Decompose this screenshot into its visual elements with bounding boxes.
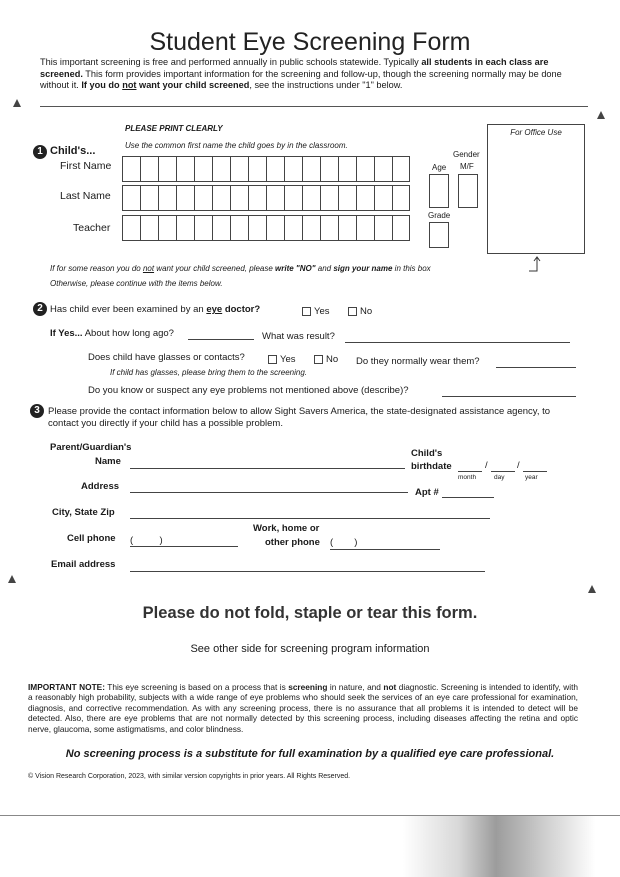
print-clearly-label: PLEASE PRINT CLEARLY	[125, 124, 223, 133]
birth-month-line[interactable]	[458, 471, 482, 472]
intro-paragraph	[40, 57, 585, 92]
grade-box[interactable]	[429, 222, 449, 248]
form-title: Student Eye Screening Form	[149, 28, 471, 56]
email-label: Email address	[51, 559, 116, 570]
teacher-label: Teacher	[73, 222, 111, 234]
scan-shadow	[0, 816, 620, 877]
first-name-boxes[interactable]	[122, 156, 410, 182]
glasses-yes[interactable]: Yes	[268, 354, 296, 365]
birth-day-hint: day	[494, 474, 505, 481]
eye-doctor-yes[interactable]: Yes	[302, 306, 330, 317]
intro-text-1: This important screening is free and performed annually in public schools statewide. Typically	[40, 57, 422, 67]
address-label: Address	[81, 481, 120, 492]
other-phone-label-top: Work, home or	[253, 523, 320, 534]
section-2-number: 2	[33, 302, 47, 316]
other-phone-line[interactable]	[330, 549, 440, 550]
section-3-number: 3	[30, 404, 44, 418]
parent-label-top: Parent/Guardian's	[50, 442, 132, 453]
age-box[interactable]	[429, 174, 449, 208]
gender-mf-label: M/F	[460, 162, 474, 171]
intro-text-4: , see the instructions under "1" below.	[249, 80, 403, 90]
bring-glasses-note: If child has glasses, please bring them to the screening.	[110, 368, 307, 377]
city-label: City, State Zip	[52, 507, 115, 518]
birth-month-hint: month	[458, 474, 477, 481]
result-question: What was result?	[262, 331, 335, 342]
first-name-label: First Name	[60, 160, 112, 172]
wear-line[interactable]	[496, 367, 576, 368]
other-phone-field[interactable]: ( )	[330, 537, 358, 548]
important-note: IMPORTANT NOTE: This eye screening is based on a process that is screening in nature, and not diagnostic. Screening is intended to identify, with a reasonably high probability, subjects with a wide range of eye problems who should seek the services of an eye care professional for examination, diagnosis, and corrective recommendation. As with any screening process, there is no assurance that all problems it is intended to detect will be detected. Also, there are eye problems that are not normally detected by this screening process, including diseases affecting the retina and optic nerve, glaucoma, some astigmatisms, and color blindness.	[28, 682, 578, 734]
fold-mark-left-top	[13, 99, 21, 107]
contact-instruction: Please provide the contact information below to allow Sight Savers America, the state-designated assistance agency, to contact you directly if your child has a possible problem.	[48, 406, 551, 429]
fold-mark-left-bottom	[8, 575, 16, 583]
fold-notice: Please do not fold, staple or tear this form.	[142, 604, 478, 622]
eye-problems-line[interactable]	[442, 396, 576, 397]
glasses-no[interactable]: No	[314, 354, 338, 365]
birth-slash-1: /	[485, 460, 488, 471]
intro-text-3b: want your child screened	[136, 80, 250, 90]
address-line[interactable]	[130, 492, 408, 493]
eye-problems-question: Do you know or suspect any eye problems not mentioned above (describe)?	[88, 385, 409, 396]
grade-label: Grade	[428, 211, 451, 220]
cell-phone-field[interactable]: ( )	[130, 535, 163, 546]
intro-text-2: This form provides important information for the screening and follow-up, though the screening normally may be done without it.	[40, 68, 562, 90]
glasses-yes-checkbox[interactable]	[268, 355, 277, 364]
no-screen-instruction: If for some reason you do not want your child screened, please write "NO" and sign your name in this box	[50, 264, 431, 273]
no-substitute-notice: No screening process is a substitute for full examination by a qualified eye care professional.	[65, 748, 555, 760]
birthdate-label-top: Child's	[411, 448, 443, 459]
parent-name-label: Name	[95, 456, 121, 467]
cell-phone-line[interactable]	[130, 546, 238, 547]
office-use-box	[487, 124, 585, 254]
other-phone-label: other phone	[265, 537, 320, 548]
birthdate-label: birthdate	[411, 461, 452, 472]
section-1-heading: Child's...	[50, 145, 96, 157]
eye-doctor-no[interactable]: No	[348, 306, 372, 317]
apt-line[interactable]	[442, 497, 494, 498]
see-other-side: See other side for screening program information	[190, 643, 430, 655]
last-name-label: Last Name	[60, 190, 111, 202]
birth-year-hint: year	[525, 474, 538, 481]
how-long-question: If Yes... About how long ago?	[50, 328, 174, 339]
otherwise-instruction: Otherwise, please continue with the items below.	[50, 279, 223, 288]
copyright-line: © Vision Research Corporation, 2023, with similar version copyrights in prior years. All Rights Reserved.	[28, 773, 351, 780]
office-use-label: For Office Use	[510, 128, 562, 137]
section-1-number: 1	[33, 145, 47, 159]
birth-day-line[interactable]	[491, 471, 515, 472]
intro-text-bold: all students in each class are screened.	[40, 57, 549, 79]
apt-label: Apt #	[415, 487, 439, 498]
wear-question: Do they normally wear them?	[356, 356, 480, 367]
gender-box[interactable]	[458, 174, 478, 208]
eye-doctor-question: Has child ever been examined by an eye doctor?	[50, 304, 261, 315]
intro-text-3a: If you do	[81, 80, 123, 90]
how-long-line[interactable]	[188, 339, 254, 340]
parent-name-line[interactable]	[130, 468, 405, 469]
city-line[interactable]	[130, 518, 490, 519]
fold-mark-right-bottom	[588, 585, 596, 593]
eye-doctor-no-checkbox[interactable]	[348, 307, 357, 316]
arrow-up-icon	[528, 256, 542, 272]
intro-text-not: not	[122, 80, 137, 90]
gender-label: Gender	[453, 150, 480, 159]
birth-slash-2: /	[517, 460, 520, 471]
cell-phone-label: Cell phone	[67, 533, 116, 544]
result-line[interactable]	[345, 342, 570, 343]
glasses-question: Does child have glasses or contacts?	[88, 352, 245, 363]
first-name-hint: Use the common first name the child goes by in the classroom.	[125, 141, 348, 150]
glasses-no-checkbox[interactable]	[314, 355, 323, 364]
teacher-boxes[interactable]	[122, 215, 410, 241]
fold-mark-right-top	[597, 111, 605, 119]
age-label: Age	[432, 163, 447, 172]
email-line[interactable]	[130, 571, 485, 572]
eye-doctor-yes-checkbox[interactable]	[302, 307, 311, 316]
top-rule	[40, 106, 588, 107]
last-name-boxes[interactable]	[122, 185, 410, 211]
birth-year-line[interactable]	[523, 471, 547, 472]
